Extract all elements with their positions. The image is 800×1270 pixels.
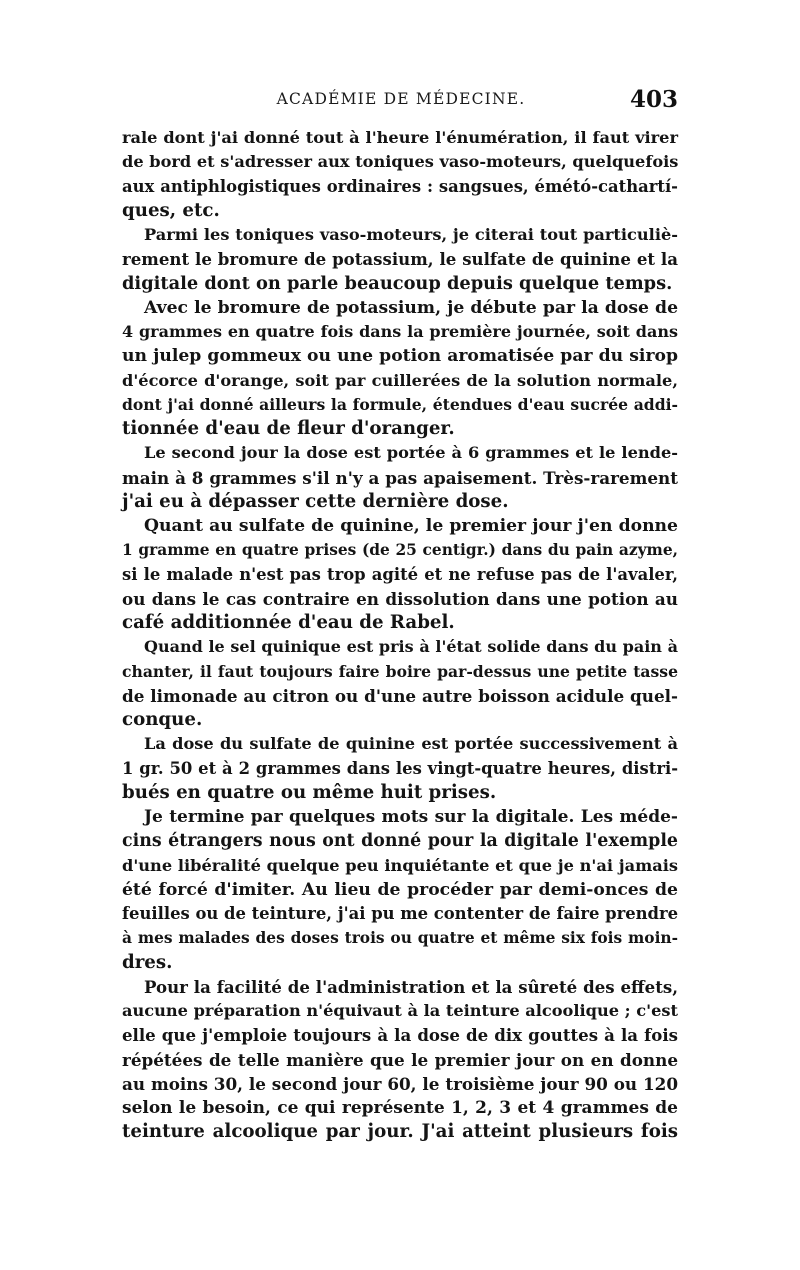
text-line: 1 gr. 50 et à 2 grammes dans les vingt-quatre heures, distri- bbox=[122, 758, 678, 778]
body-text bbox=[122, 126, 678, 1145]
text-line: d'écorce d'orange, soit par cuillerées de la solution normale, bbox=[122, 370, 678, 390]
text-line: chanter, il faut toujours faire boire par-dessus une petite tasse bbox=[122, 661, 678, 681]
running-title: ACADÉMIE DE MÉDECINE. bbox=[276, 90, 526, 108]
text-line: Quant au sulfate de quinine, le premier jour j'en donne bbox=[144, 516, 678, 536]
text-line: à mes malades des doses trois ou quatre et même six fois moin- bbox=[122, 929, 678, 948]
text-line: si le malade n'est pas trop agité et ne refuse pas de l'avaler, bbox=[122, 564, 678, 584]
text-line: Le second jour la dose est portée à 6 grammes et le lende- bbox=[144, 443, 678, 463]
text-line: aucune préparation n'équivaut à la teinture alcoolique ; c'est bbox=[122, 1001, 678, 1020]
text-line: aux antiphlogistiques ordinaires : sangsues, émétó-cathartí- bbox=[122, 176, 678, 196]
text-line: de limonade au citron ou d'une autre boisson acidule quel- bbox=[122, 685, 678, 706]
text-line: dont j'ai donné ailleurs la formule, étendues d'eau sucrée addi- bbox=[122, 394, 678, 414]
text-line: répétées de telle manière que le premier jour on en donne bbox=[122, 1049, 678, 1070]
text-line: un julep gommeux ou une potion aromatisée par du sirop bbox=[122, 346, 678, 367]
text-line: conque. bbox=[122, 709, 203, 730]
text-line: de bord et s'adresser aux toniques vaso-moteurs, quelquefois bbox=[122, 152, 679, 172]
text-line: Parmi les toniques vaso-moteurs, je citerai tout particuliè- bbox=[144, 225, 678, 244]
text-line: teinture alcoolique par jour. J'ai atteint plusieurs fois bbox=[122, 1121, 678, 1143]
text-line: Avec le bromure de potassium, je débute par la dose de bbox=[144, 297, 678, 318]
text-line: digitale dont on parle beaucoup depuis quelque temps. bbox=[122, 272, 673, 294]
text-line: 1 gramme en quatre prises (de 25 centigr.) dans du pain azyme, bbox=[122, 541, 678, 560]
text-line: ou dans le cas contraire en dissolution dans une potion au bbox=[122, 588, 678, 609]
text-line: bués en quatre ou même huit prises. bbox=[122, 781, 497, 803]
text-line: d'une libéralité quelque peu inquiétante et que je n'ai jamais bbox=[122, 855, 678, 875]
text-line: Je termine par quelques mots sur la digitale. Les méde- bbox=[144, 807, 678, 827]
text-line: elle que j'emploie toujours à la dose de dix gouttes à la fois bbox=[122, 1025, 678, 1046]
text-line: main à 8 grammes s'il n'y a pas apaisement. Très-rarement bbox=[122, 467, 678, 488]
text-line: tionnée d'eau de fleur d'oranger. bbox=[122, 418, 455, 439]
text-line: j'ai eu à dépasser cette dernière dose. bbox=[122, 490, 509, 512]
text-line: 4 grammes en quatre fois dans la première journée, soit dans bbox=[122, 322, 678, 341]
text-line: Quand le sel quinique est pris à l'état solide dans du pain à bbox=[144, 637, 678, 657]
text-line: été forcé d'imiter. Au lieu de procéder par demi-onces de bbox=[122, 879, 678, 900]
text-line: Pour la facilité de l'administration et la sûreté des effets, bbox=[144, 976, 678, 997]
text-line: au moins 30, le second jour 60, le troisième jour 90 ou 120 bbox=[122, 1073, 678, 1094]
text-line: dres. bbox=[122, 951, 173, 973]
text-line: selon le besoin, ce qui représente 1, 2, 3 et 4 grammes de bbox=[122, 1098, 678, 1118]
text-line: rement le bromure de potassium, le sulfate de quinine et la bbox=[122, 249, 678, 270]
text-line: cins étrangers nous ont donné pour la digitale l'exemple bbox=[122, 831, 678, 852]
text-line: rale dont j'ai donné tout à l'heure l'énumération, il faut virer bbox=[122, 128, 678, 147]
page-number: 403 bbox=[629, 86, 678, 113]
text-line: café additionnée d'eau de Rabel. bbox=[122, 612, 455, 633]
running-head bbox=[122, 86, 680, 118]
text-line: La dose du sulfate de quinine est portée successivement à bbox=[144, 734, 678, 754]
text-line: ques, etc. bbox=[122, 199, 220, 221]
text-line: feuilles ou de teinture, j'ai pu me contenter de faire prendre bbox=[122, 904, 679, 923]
